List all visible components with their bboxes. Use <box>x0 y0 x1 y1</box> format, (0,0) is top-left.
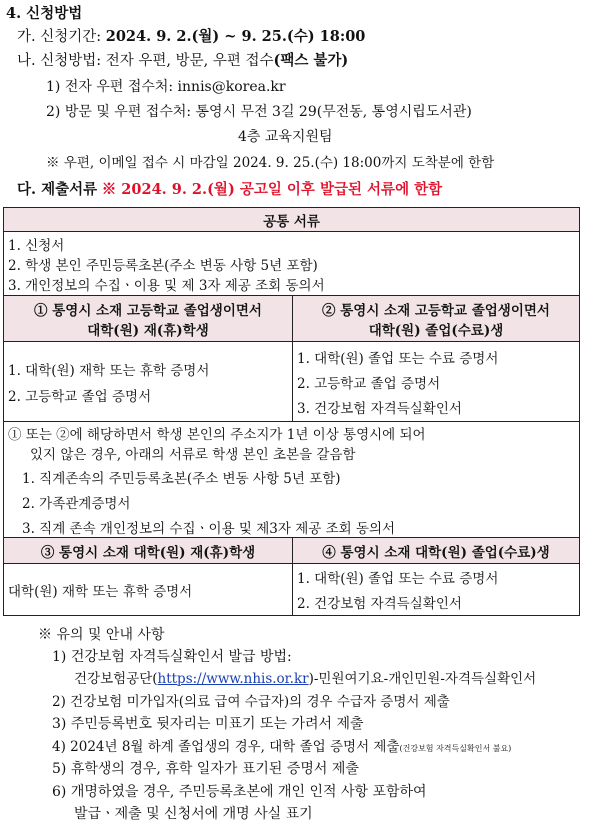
alternate-docs-block <box>4 422 580 538</box>
col2-header-line1: ② 통영시 소재 고등학교 졸업생이면서 <box>322 302 550 319</box>
col3-header: ③ 통영시 소재 대학(원) 재(휴)학생 <box>4 538 293 564</box>
nhis-link[interactable]: https://www.nhis.or.kr <box>157 671 309 687</box>
alternate-line1: ① 또는 ②에 해당하면서 학생 본인의 주소지가 1년 이상 통영시에 되어 <box>8 426 426 443</box>
period-label: 가. 신청기간: <box>17 29 106 45</box>
col1-header-line2: 대학(원) 재(휴)학생 <box>87 322 209 339</box>
period-value: 2024. 9. 2.(월) ~ 9. 25.(수) 18:00 <box>105 28 366 45</box>
col1-item: 1. 대학(원) 재학 또는 휴학 증명서 <box>8 362 210 379</box>
note-5: 5) 휴학생의 경우, 휴학 일자가 표기된 증명서 제출 <box>52 761 359 777</box>
docs-line <box>17 178 442 199</box>
method-line <box>17 49 348 70</box>
col2-item: 2. 고등학교 졸업 증명서 <box>297 375 441 392</box>
common-item: 1. 신청서 <box>8 237 65 254</box>
method-note: (팩스 불가) <box>273 52 349 69</box>
col2-docs-list <box>293 342 580 422</box>
docs-note: ※ 2024. 9. 2.(월) 공고일 이후 발급된 서류에 한함 <box>101 181 443 198</box>
period-line <box>17 25 365 46</box>
col4-item: 1. 대학(원) 졸업 또는 수료 증명서 <box>297 571 499 587</box>
note-4-text: 4) 2024년 8월 하계 졸업생의 경우, 대학 졸업 증명서 제출 <box>52 739 400 755</box>
alternate-item: 1. 직계존속의 주민등록초본(주소 변동 사항 5년 포함) <box>22 470 341 487</box>
col3-docs-list <box>4 564 293 616</box>
section-title: 4. 신청방법 <box>6 5 83 22</box>
note-6b: 발급ㆍ제출 및 신청서에 개명 사실 표기 <box>74 806 313 822</box>
col1-header-line1: ① 통영시 소재 고등학교 졸업생이면서 <box>34 302 262 319</box>
method-label: 나. 신청방법: 전자 우편, 방문, 우편 접수 <box>17 53 274 69</box>
col2-header-line2: 대학(원) 졸업(수료)생 <box>368 322 504 339</box>
common-item: 3. 개인정보의 수집ㆍ이용 및 제 3자 제공 조회 동의서 <box>8 277 325 294</box>
col4-docs-list <box>293 564 580 616</box>
col2-item: 1. 대학(원) 졸업 또는 수료 증명서 <box>297 350 499 367</box>
documents-table <box>3 207 580 616</box>
col1-header <box>4 296 293 342</box>
note-1b-post: )-민원여기요-개인민원-자격득실확인서 <box>308 671 537 687</box>
visit-line-2: 4층 교육지원팀 <box>238 129 333 145</box>
visit-line: 2) 방문 및 우편 접수처: 통영시 무전 3길 29(무전동, 통영시립도서관) <box>46 104 472 120</box>
col1-item: 2. 고등학교 졸업 증명서 <box>8 388 152 405</box>
email-line: 1) 전자 우편 접수처: innis@korea.kr <box>46 79 286 95</box>
col2-item: 3. 건강보험 자격득실확인서 <box>297 400 462 417</box>
deadline-note: ※ 우편, 이메일 접수 시 마감일 2024. 9. 25.(수) 18:00까지 도착분에 한함 <box>46 155 495 171</box>
common-docs-header: 공통 서류 <box>4 208 580 232</box>
note-4-small: (건강보험 자격득실확인서 불요) <box>399 744 512 753</box>
note-1b-pre: 건강보험공단( <box>74 671 158 687</box>
note-1b <box>74 667 536 687</box>
col4-header: ④ 통영시 소재 대학(원) 졸업(수료)생 <box>293 538 580 564</box>
common-item: 2. 학생 본인 주민등록초본(주소 변동 사항 5년 포함) <box>8 257 318 274</box>
common-docs-list <box>4 232 580 296</box>
alternate-item: 3. 직계 존속 개인정보의 수집ㆍ이용 및 제3자 제공 조회 동의서 <box>22 520 396 537</box>
col4-item: 2. 건강보험 자격득실확인서 <box>297 596 462 612</box>
alternate-line2: 있지 않은 경우, 아래의 서류로 학생 본인 초본을 갈음함 <box>30 446 356 463</box>
alternate-item: 2. 가족관계증명서 <box>22 495 131 512</box>
note-2: 2) 건강보험 미가입자(의료 급여 수급자)의 경우 수급자 증명서 제출 <box>52 694 450 710</box>
note-3: 3) 주민등록번호 뒷자리는 미표기 또는 가려서 제출 <box>52 716 364 732</box>
docs-label: 다. 제출서류 <box>17 181 98 198</box>
col2-header <box>293 296 580 342</box>
col1-docs-list <box>4 342 293 422</box>
note-4 <box>52 735 511 755</box>
note-6: 6) 개명하였을 경우, 주민등록초본에 개인 인적 사항 포함하여 <box>52 784 427 800</box>
note-1: 1) 건강보험 자격득실확인서 발급 방법: <box>52 649 292 665</box>
notes-title: ※ 유의 및 안내 사항 <box>38 627 165 643</box>
col3-item: 대학(원) 재학 또는 휴학 증명서 <box>8 583 193 600</box>
